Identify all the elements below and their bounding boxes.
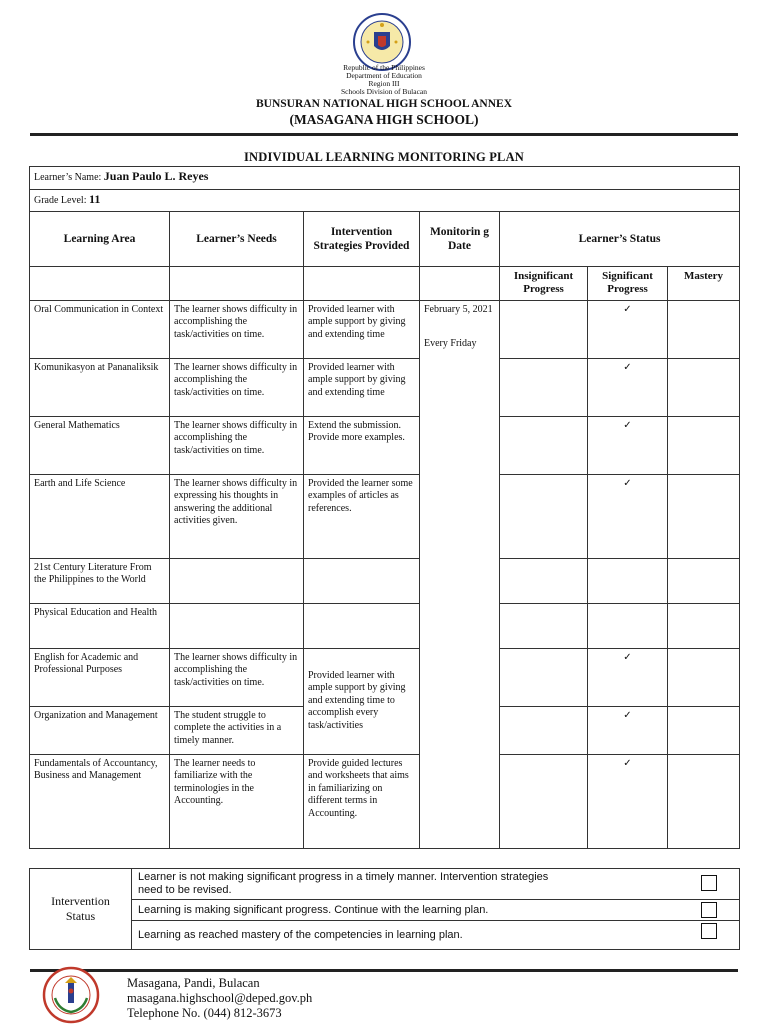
insignificant-cell	[500, 603, 588, 648]
col-learning-area: Learning Area	[30, 211, 170, 266]
learning-area-cell: English for Academic and Professional Purposes	[30, 648, 170, 706]
mastery-cell	[668, 300, 740, 358]
footer-contact	[127, 976, 312, 1021]
header-divider	[30, 133, 738, 136]
monitoring-frequency: Every Friday	[424, 338, 477, 349]
mastery-cell	[668, 474, 740, 558]
intervention-status-table	[29, 868, 740, 950]
subhead-empty	[420, 266, 500, 300]
header-region: Region III	[368, 79, 400, 88]
col-learners-status: Learner’s Status	[500, 211, 740, 266]
insignificant-cell	[500, 754, 588, 848]
significant-check: ✓	[588, 706, 668, 754]
monitoring-date-cell	[420, 300, 500, 848]
needs-cell: The learner shows difficulty in expressing his thoughts in answering the additional activities given.	[170, 474, 304, 558]
significant-check: ✓	[588, 358, 668, 416]
learning-area-cell: 21st Century Literature From the Philippines to the World	[30, 558, 170, 603]
learning-area-cell: Fundamentals of Accountancy, Business and Management	[30, 754, 170, 848]
table-row	[30, 300, 740, 358]
insignificant-cell	[500, 474, 588, 558]
status-option-text: Learning is making significant progress. Continue with the learning plan.	[138, 903, 489, 916]
intervention-status-label: Intervention Status	[30, 869, 132, 950]
needs-cell	[170, 603, 304, 648]
mastery-cell	[668, 706, 740, 754]
mastery-cell	[668, 754, 740, 848]
needs-cell: The student struggle to complete the activities in a timely manner.	[170, 706, 304, 754]
col-mastery: Mastery	[668, 266, 740, 300]
col-insignificant-progress: Insignificant Progress	[500, 266, 588, 300]
col-intervention-strategies: Intervention Strategies Provided	[304, 211, 420, 266]
col-learners-needs: Learner’s Needs	[170, 211, 304, 266]
school-name: BUNSURAN NATIONAL HIGH SCHOOL ANNEX	[255, 98, 513, 110]
table-row	[30, 358, 740, 416]
table-row	[30, 558, 740, 603]
strategy-cell: Provided the learner some examples of articles as references.	[304, 474, 420, 558]
learner-name-value: Juan Paulo L. Reyes	[103, 169, 209, 183]
learning-area-cell: General Mathematics	[30, 416, 170, 474]
status-checkbox-revise[interactable]	[701, 875, 717, 891]
status-checkbox-continue[interactable]	[701, 902, 717, 918]
table-row	[30, 474, 740, 558]
significant-cell	[588, 603, 668, 648]
grade-level-label: Grade Level:	[34, 195, 87, 206]
significant-check: ✓	[588, 416, 668, 474]
mastery-cell	[668, 558, 740, 603]
status-option-revise	[132, 869, 740, 900]
mastery-cell	[668, 358, 740, 416]
status-option-text: Learner is not making significant progress in a timely manner. Intervention strategies need to be revised.	[138, 871, 549, 896]
mastery-cell	[668, 603, 740, 648]
footer-divider	[30, 969, 738, 972]
col-monitoring-date: Monitorin g Date	[420, 211, 500, 266]
table-row	[30, 754, 740, 848]
insignificant-cell	[500, 358, 588, 416]
table-row	[30, 416, 740, 474]
footer-email[interactable]: masagana.highschool@deped.gov.ph	[127, 991, 313, 1005]
mastery-cell	[668, 648, 740, 706]
learning-area-cell: Earth and Life Science	[30, 474, 170, 558]
needs-cell: The learner shows difficulty in accomplishing the task/activities on time.	[170, 300, 304, 358]
learning-area-cell: Oral Communication in Context	[30, 300, 170, 358]
monitoring-date: February 5, 2021	[424, 303, 493, 315]
strategy-cell: Extend the submission. Provide more examples.	[304, 416, 420, 474]
subhead-empty	[170, 266, 304, 300]
grade-level-cell	[30, 190, 740, 212]
header-republic: Republic of the Philippines	[343, 63, 425, 72]
strategy-cell	[304, 558, 420, 603]
strategy-cell: Provided learner with ample support by giving and extending time	[304, 300, 420, 358]
table-row	[30, 603, 740, 648]
needs-cell: The learner shows difficulty in accomplishing the task/activities on time.	[170, 416, 304, 474]
needs-cell: The learner needs to familiarize with the terminologies in the Accounting.	[170, 754, 304, 848]
header-department: Department of Education	[346, 71, 422, 80]
insignificant-cell	[500, 648, 588, 706]
insignificant-cell	[500, 416, 588, 474]
document-title: INDIVIDUAL LEARNING MONITORING PLAN	[243, 150, 525, 164]
status-checkbox-mastery[interactable]	[701, 923, 717, 939]
significant-check: ✓	[588, 648, 668, 706]
insignificant-cell	[500, 558, 588, 603]
table-row	[30, 648, 740, 706]
significant-cell	[588, 558, 668, 603]
insignificant-cell	[500, 300, 588, 358]
learning-area-cell: Organization and Management	[30, 706, 170, 754]
learning-area-cell: Komunikasyon at Pananaliksik	[30, 358, 170, 416]
learner-name-label: Learner’s Name:	[34, 172, 102, 183]
learning-area-cell: Physical Education and Health	[30, 603, 170, 648]
school-alias: (MASAGANA HIGH SCHOOL)	[289, 112, 479, 127]
significant-check: ✓	[588, 754, 668, 848]
school-seal-logo	[41, 966, 101, 1024]
merged-strategy-cell: Provided learner with ample support by giving and extending time to accomplish every task/activities	[304, 648, 420, 754]
insignificant-cell	[500, 706, 588, 754]
needs-cell: The learner shows difficulty in accomplishing the task/activities on time.	[170, 358, 304, 416]
status-option-continue	[132, 900, 740, 921]
status-option-mastery	[132, 921, 740, 950]
needs-cell	[170, 558, 304, 603]
footer-phone: Telephone No. (044) 812-3673	[127, 1006, 282, 1020]
significant-check: ✓	[588, 474, 668, 558]
mastery-cell	[668, 416, 740, 474]
needs-cell: The learner shows difficulty in accomplishing the task/activities on time.	[170, 648, 304, 706]
subhead-empty	[30, 266, 170, 300]
col-significant-progress: Significant Progress	[588, 266, 668, 300]
learner-name-cell	[30, 167, 740, 190]
subhead-empty	[304, 266, 420, 300]
footer-address: Masagana, Pandi, Bulacan	[127, 976, 260, 990]
monitoring-plan-table	[29, 166, 740, 849]
strategy-cell: Provided learner with ample support by giving and extending time	[304, 358, 420, 416]
status-option-text: Learning as reached mastery of the competencies in learning plan.	[138, 928, 463, 941]
header-division: Schools Division of Bulacan	[340, 87, 428, 96]
strategy-cell: Provide guided lectures and worksheets that aims in familiarizing on different terms in Accounting.	[304, 754, 420, 848]
strategy-cell	[304, 603, 420, 648]
grade-level-value: 11	[88, 192, 101, 206]
significant-check: ✓	[588, 300, 668, 358]
